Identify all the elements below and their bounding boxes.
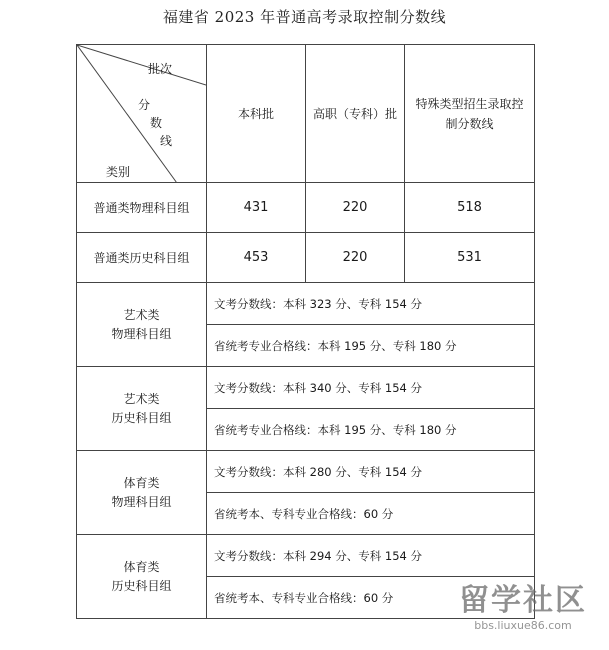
vocational-score: 220 <box>306 183 405 233</box>
group-label-line1: 体育类 <box>123 475 160 490</box>
group-category-cell <box>77 367 207 451</box>
culture-score-line: 文考分数线：本科 280 分、专科 154 分 <box>207 451 535 493</box>
table-row <box>77 367 535 409</box>
group-category-cell <box>77 451 207 535</box>
group-label-line1: 艺术类 <box>123 307 160 322</box>
table-row <box>77 183 535 233</box>
diagonal-label-batch: 批次 <box>148 62 173 76</box>
diagonal-lines <box>77 45 206 182</box>
culture-score-line: 文考分数线：本科 340 分、专科 154 分 <box>207 367 535 409</box>
group-label-line1: 艺术类 <box>123 391 160 406</box>
diagonal-label-shu: 数 <box>150 116 163 130</box>
professional-score-line: 省统考本、专科专业合格线：60 分 <box>207 577 535 619</box>
group-label-line2: 物理科目组 <box>111 494 172 509</box>
column-header-vocational <box>306 45 405 183</box>
professional-score-line: 省统考专业合格线：本科 195 分、专科 180 分 <box>207 325 535 367</box>
document-title: 福建省 2023 年普通高考录取控制分数线 <box>162 8 447 26</box>
group-label-line2: 历史科目组 <box>111 578 172 593</box>
table-row <box>77 535 535 577</box>
score-table <box>76 44 535 619</box>
vocational-score: 220 <box>306 233 405 283</box>
professional-score-line: 省统考本、专科专业合格线：60 分 <box>207 493 535 535</box>
column-header-special-text: 特殊类型招生录取控制分数线 <box>415 96 524 131</box>
group-label-line1: 体育类 <box>123 559 160 574</box>
watermark-logo: 留学社区 <box>459 583 587 618</box>
undergrad-score: 431 <box>207 183 306 233</box>
special-score: 531 <box>405 233 535 283</box>
diagonal-label-category: 类别 <box>106 165 131 179</box>
group-category-cell <box>77 283 207 367</box>
table-row <box>77 233 535 283</box>
professional-score-line: 省统考专业合格线：本科 195 分、专科 180 分 <box>207 409 535 451</box>
diagonal-label-xian: 线 <box>160 134 173 148</box>
table-row <box>77 451 535 493</box>
column-header-special <box>405 45 535 183</box>
column-header-undergrad-text: 本科批 <box>237 106 274 121</box>
row-category-label: 普通类物理科目组 <box>77 183 207 233</box>
culture-score-line: 文考分数线：本科 294 分、专科 154 分 <box>207 535 535 577</box>
row-category-label: 普通类历史科目组 <box>77 233 207 283</box>
table-row <box>77 283 535 325</box>
header-row <box>77 45 535 183</box>
watermark-url: bbs.liuxue86.com <box>474 619 572 632</box>
diagonal-header-cell <box>77 45 207 183</box>
group-category-cell <box>77 535 207 619</box>
group-label-line2: 物理科目组 <box>111 326 172 341</box>
special-score: 518 <box>405 183 535 233</box>
column-header-vocational-text: 高职（专科）批 <box>312 106 397 121</box>
undergrad-score: 453 <box>207 233 306 283</box>
diagonal-label-fen: 分 <box>138 98 151 112</box>
culture-score-line: 文考分数线：本科 323 分、专科 154 分 <box>207 283 535 325</box>
column-header-undergrad <box>207 45 306 183</box>
group-label-line2: 历史科目组 <box>111 410 172 425</box>
